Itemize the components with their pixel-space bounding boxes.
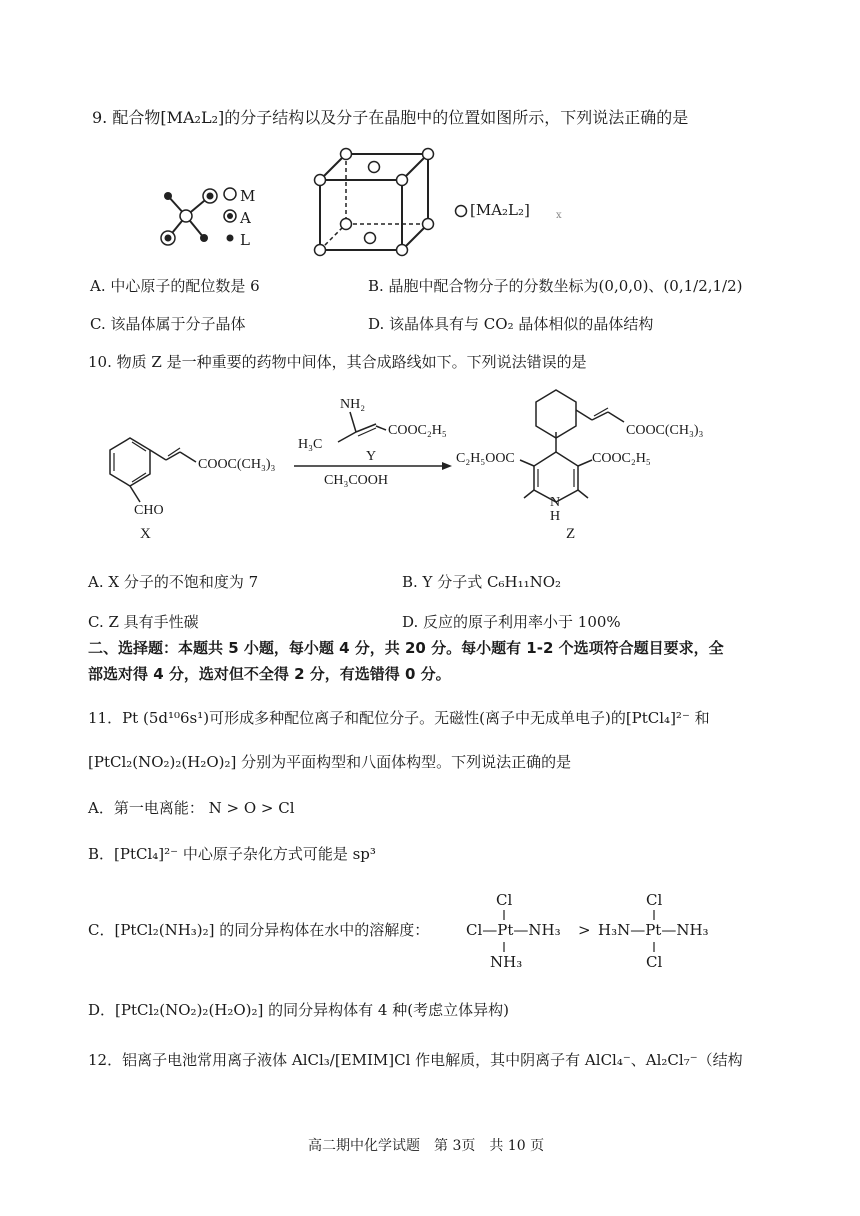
q11-option-a: A．第一电离能： N > O > Cl (88, 799, 295, 817)
z-compound-label: Z (566, 526, 576, 542)
c-struct2-bottom: Cl (646, 953, 663, 971)
q9-molecule-diagram (150, 178, 280, 258)
q10-stem: 10. 物质 Z 是一种重要的药物中间体，其合成路线如下。下列说法错误的是 (88, 353, 587, 371)
q11-option-b: B．[PtCl₄]²⁻ 中心原子杂化方式可能是 sp³ (88, 845, 376, 863)
q10-reaction-scheme (80, 386, 760, 546)
q9-molecule-symbol (454, 204, 468, 218)
reagent-label: CH₃COOH (324, 473, 388, 488)
y-h3c-label: H₃C (298, 437, 323, 452)
c-struct-bonds (490, 908, 670, 954)
q9-legend-a: A (240, 209, 251, 227)
c-struct1-row: Cl—Pt—NH₃ (466, 921, 561, 939)
z-h-label: H (550, 509, 561, 524)
q9-option-d: D. 该晶体具有与 CO₂ 晶体相似的晶体结构 (368, 315, 654, 333)
section2-line1: 二、选择题：本题共 5 小题，每小题 4 分，共 20 分。每小题有 1-2 个选项符合题目要求，全 (88, 639, 724, 657)
c-struct1-top: Cl (496, 891, 513, 909)
z-left-ester-label: C₂H₅OOC (456, 451, 515, 466)
q9-legend-icons (222, 186, 238, 246)
x-cho-label: CHO (134, 503, 164, 518)
q9-legend-m: M (240, 187, 256, 205)
q10-option-a: A. X 分子的不饱和度为 7 (88, 573, 259, 591)
page-footer: 高二期中化学试题 第 3页 共 10 页 (308, 1138, 545, 1154)
c-greater-than: > (578, 921, 591, 939)
z-right-ester-label: COOC₂H₅ (592, 451, 651, 466)
q11-option-d: D．[PtCl₂(NO₂)₂(H₂O)₂] 的同分异构体有 4 种(考虑立体异构) (88, 1001, 509, 1019)
q10-option-b: B. Y 分子式 C₆H₁₁NO₂ (402, 573, 562, 591)
c-struct2-top: Cl (646, 891, 663, 909)
x-ester-label: COOC(CH₃)₃ (198, 457, 276, 472)
c-struct2-row: H₃N—Pt—NH₃ (598, 921, 709, 939)
q11-option-c: C．[PtCl₂(NH₃)₂] 的同分异构体在水中的溶解度： (88, 921, 430, 939)
q12-stem: 12．铝离子电池常用离子液体 AlCl₃/[EMIM]Cl 作电解质，其中阴离子有 AlCl₄⁻、Al₂Cl₇⁻（结构 (88, 1051, 743, 1069)
c-struct1-bottom: NH₃ (490, 953, 523, 971)
q11-stem-line2: [PtCl₂(NO₂)₂(H₂O)₂] 分别为平面构型和八面体构型。下列说法正确的是 (88, 753, 572, 771)
x-compound-label: X (140, 526, 151, 542)
z-ester-top-label: COOC(CH₃)₃ (626, 423, 704, 438)
q11-stem-line1: 11．Pt (5d¹⁰6s¹)可形成多种配位离子和配位分子。无磁性(离子中无成单电子)的[PtCl₄]²⁻ 和 (88, 709, 710, 727)
q9-legend-l: L (240, 231, 250, 249)
y-ester-label: COOC₂H₅ (388, 423, 447, 438)
y-compound-label: Y (366, 449, 377, 464)
y-nh2-label: NH₂ (340, 397, 366, 412)
z-n-label: N (550, 495, 561, 510)
q9-unit-cell-diagram (310, 142, 440, 262)
section2-line2: 部选对得 4 分，选对但不全得 2 分，有选错得 0 分。 (88, 665, 451, 683)
q9-axis-mark: x (556, 210, 562, 221)
q10-option-c: C. Z 具有手性碳 (88, 613, 199, 631)
q9-option-a: A. 中心原子的配位数是 6 (90, 277, 260, 295)
q10-option-d: D. 反应的原子利用率小于 100% (402, 613, 621, 631)
q9-option-b: B. 晶胞中配合物分子的分数坐标为(0,0,0)、(0,1/2,1/2) (368, 277, 743, 295)
q9-option-c: C. 该晶体属于分子晶体 (90, 315, 246, 333)
q9-stem: 9. 配合物[MA₂L₂]的分子结构以及分子在晶胞中的位置如图所示，下列说法正确的是 (92, 108, 689, 127)
q9-cell-label: [MA₂L₂] (470, 201, 530, 219)
